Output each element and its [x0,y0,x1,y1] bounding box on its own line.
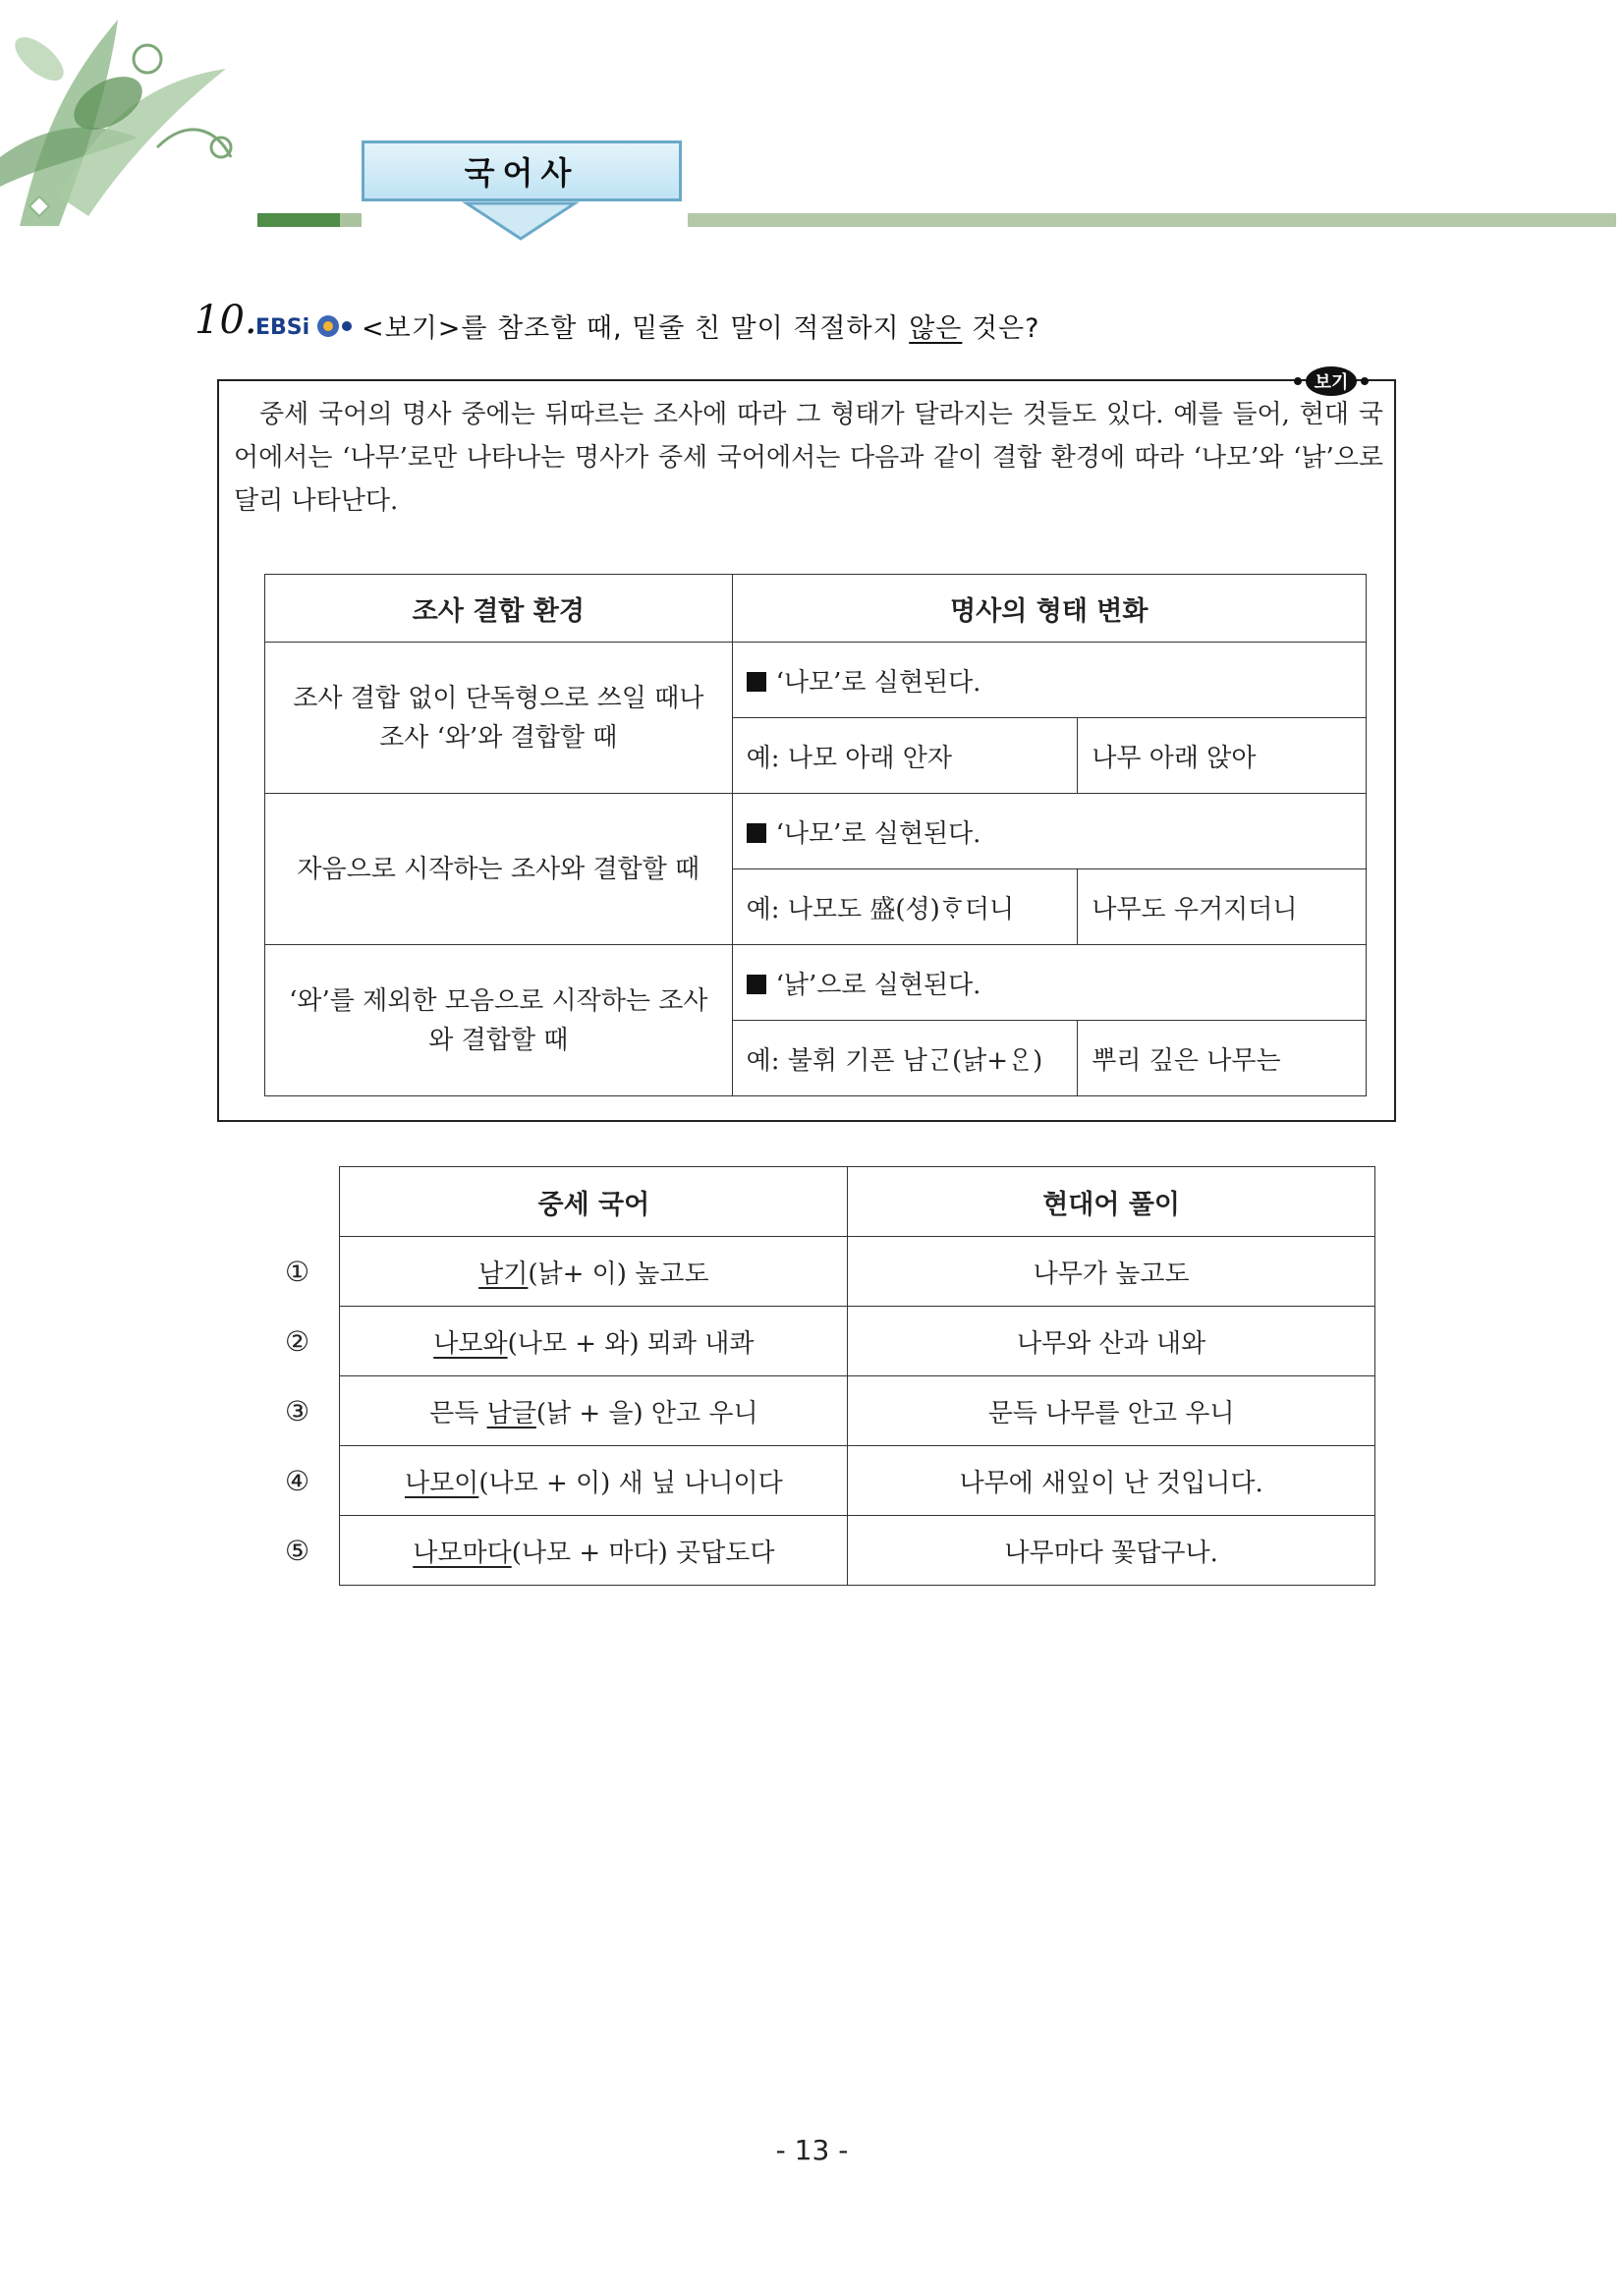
table-header: 명사의 형태 변화 [732,575,1366,643]
question-text-before: <보기>를 참조할 때, 밑줄 친 말이 적절하지 [362,313,910,344]
ebs-logo [255,308,354,344]
choice-underlined: 나모와 [433,1328,508,1359]
table-row [265,643,1367,718]
choice-underlined: 나모이 [404,1468,479,1498]
question-number: 10. [195,298,257,343]
table-row [265,794,1367,869]
choice-old-cell [340,1307,848,1376]
form-cell [732,945,1366,1021]
choice-modern-cell: 나무와 산과 내와 [848,1307,1375,1376]
table-header: 조사 결합 환경 [265,575,733,643]
bogi-tag [1292,364,1371,397]
example-new-cell: 나무도 우거지더니 [1078,869,1367,945]
bogi-tag-label: 보기 [1314,372,1349,393]
table-row [265,945,1367,1021]
choice-old-rest: (나모 + 와) 뫼콰 내콰 [507,1328,755,1359]
example-old-cell: 예: 불휘 기픈 남ᄀᆞᆫ(낡+ᄋᆞᆫ) [732,1021,1078,1096]
header-rule-dark [257,213,340,227]
choice-row[interactable] [285,1516,1375,1586]
choice-old-cell [340,1376,848,1446]
form-cell [732,794,1366,869]
env-cell: 조사 결합 없이 단독형으로 쓰일 때나 조사 ‘와’와 결합할 때 [265,643,733,794]
bogi-paragraph: 중세 국어의 명사 중에는 뒤따르는 조사에 따라 그 형태가 달라지는 것들도 있다. 예를 들어, 현대 국어에서는 ‘나무’로만 나타나는 명사가 중세 국어에서는 다음과 같이 결합 환경에 따라 ‘나모’와 ‘낡’으로 달리 나타난다. [234,400,1383,516]
choices-header-row [285,1167,1375,1237]
choice-modern-cell: 나무마다 꽃답구나. [848,1516,1375,1586]
env-cell: ‘와’를 제외한 모음으로 시작하는 조사와 결합할 때 [265,945,733,1096]
example-old-cell: 예: 나모도 盛(셩)ᄒᆞ더니 [732,869,1078,945]
example-new-cell: 나무 아래 앉아 [1078,718,1367,794]
square-bullet-icon [747,975,766,994]
env-cell: 자음으로 시작하는 조사와 결합할 때 [265,794,733,945]
form-text: ‘낡’으로 실현된다. [775,970,981,1000]
bogi-table [264,574,1367,1096]
choice-old-pre: 믄득 [429,1398,487,1428]
choice-underlined: 나모마다 [413,1538,512,1568]
chevron-down-icon [462,201,580,241]
square-bullet-icon [747,823,766,843]
choice-modern-cell: 나무에 새잎이 난 것입니다. [848,1446,1375,1516]
header-rule-light [340,213,362,227]
question-text [362,307,1039,345]
form-cell [732,643,1366,718]
form-text: ‘나모’로 실현된다. [775,818,981,849]
example-new-cell: 뿌리 깊은 나무는 [1078,1021,1367,1096]
choice-modern-cell: 문득 나무를 안고 우니 [848,1376,1375,1446]
choice-old-cell [340,1516,848,1586]
choice-old-rest: (낡+ 이) 높고도 [528,1259,709,1289]
choice-underlined: 남글 [486,1398,536,1428]
table-header-row [265,575,1367,643]
square-bullet-icon [747,672,766,692]
logo-text: EBSi [255,315,310,340]
choice-row[interactable] [285,1376,1375,1446]
choice-old-rest: (나모 + 마다) 곳답도다 [511,1538,775,1568]
choice-old-cell [340,1446,848,1516]
choice-number[interactable]: ① [285,1255,310,1288]
choice-old-rest: (낡 + 을) 안고 우니 [535,1398,758,1428]
choice-row[interactable] [285,1307,1375,1376]
example-old-cell: 예: 나모 아래 안자 [732,718,1078,794]
choice-number[interactable]: ⑤ [285,1534,310,1567]
choice-modern-cell: 나무가 높고도 [848,1237,1375,1307]
choices-header: 중세 국어 [340,1167,848,1237]
choice-old-cell [340,1237,848,1307]
choice-number[interactable]: ④ [285,1464,310,1497]
choice-number[interactable]: ② [285,1324,310,1358]
form-text: ‘나모’로 실현된다. [775,667,981,698]
leaf-decoration [0,0,265,231]
question-text-after: 것은? [962,313,1040,344]
question-text-underlined: 않은 [909,313,963,344]
choices-table [285,1166,1375,1586]
choice-old-rest: (나모 + 이) 새 닢 나니이다 [478,1468,783,1498]
choice-number[interactable]: ③ [285,1394,310,1428]
choices-header: 현대어 풀이 [848,1167,1375,1237]
header-rule [688,213,1616,227]
choice-row[interactable] [285,1237,1375,1307]
section-title: 국어사 [362,140,682,201]
choice-row[interactable] [285,1446,1375,1516]
page-number: - 13 - [775,2134,849,2166]
choice-underlined: 남기 [478,1259,529,1289]
